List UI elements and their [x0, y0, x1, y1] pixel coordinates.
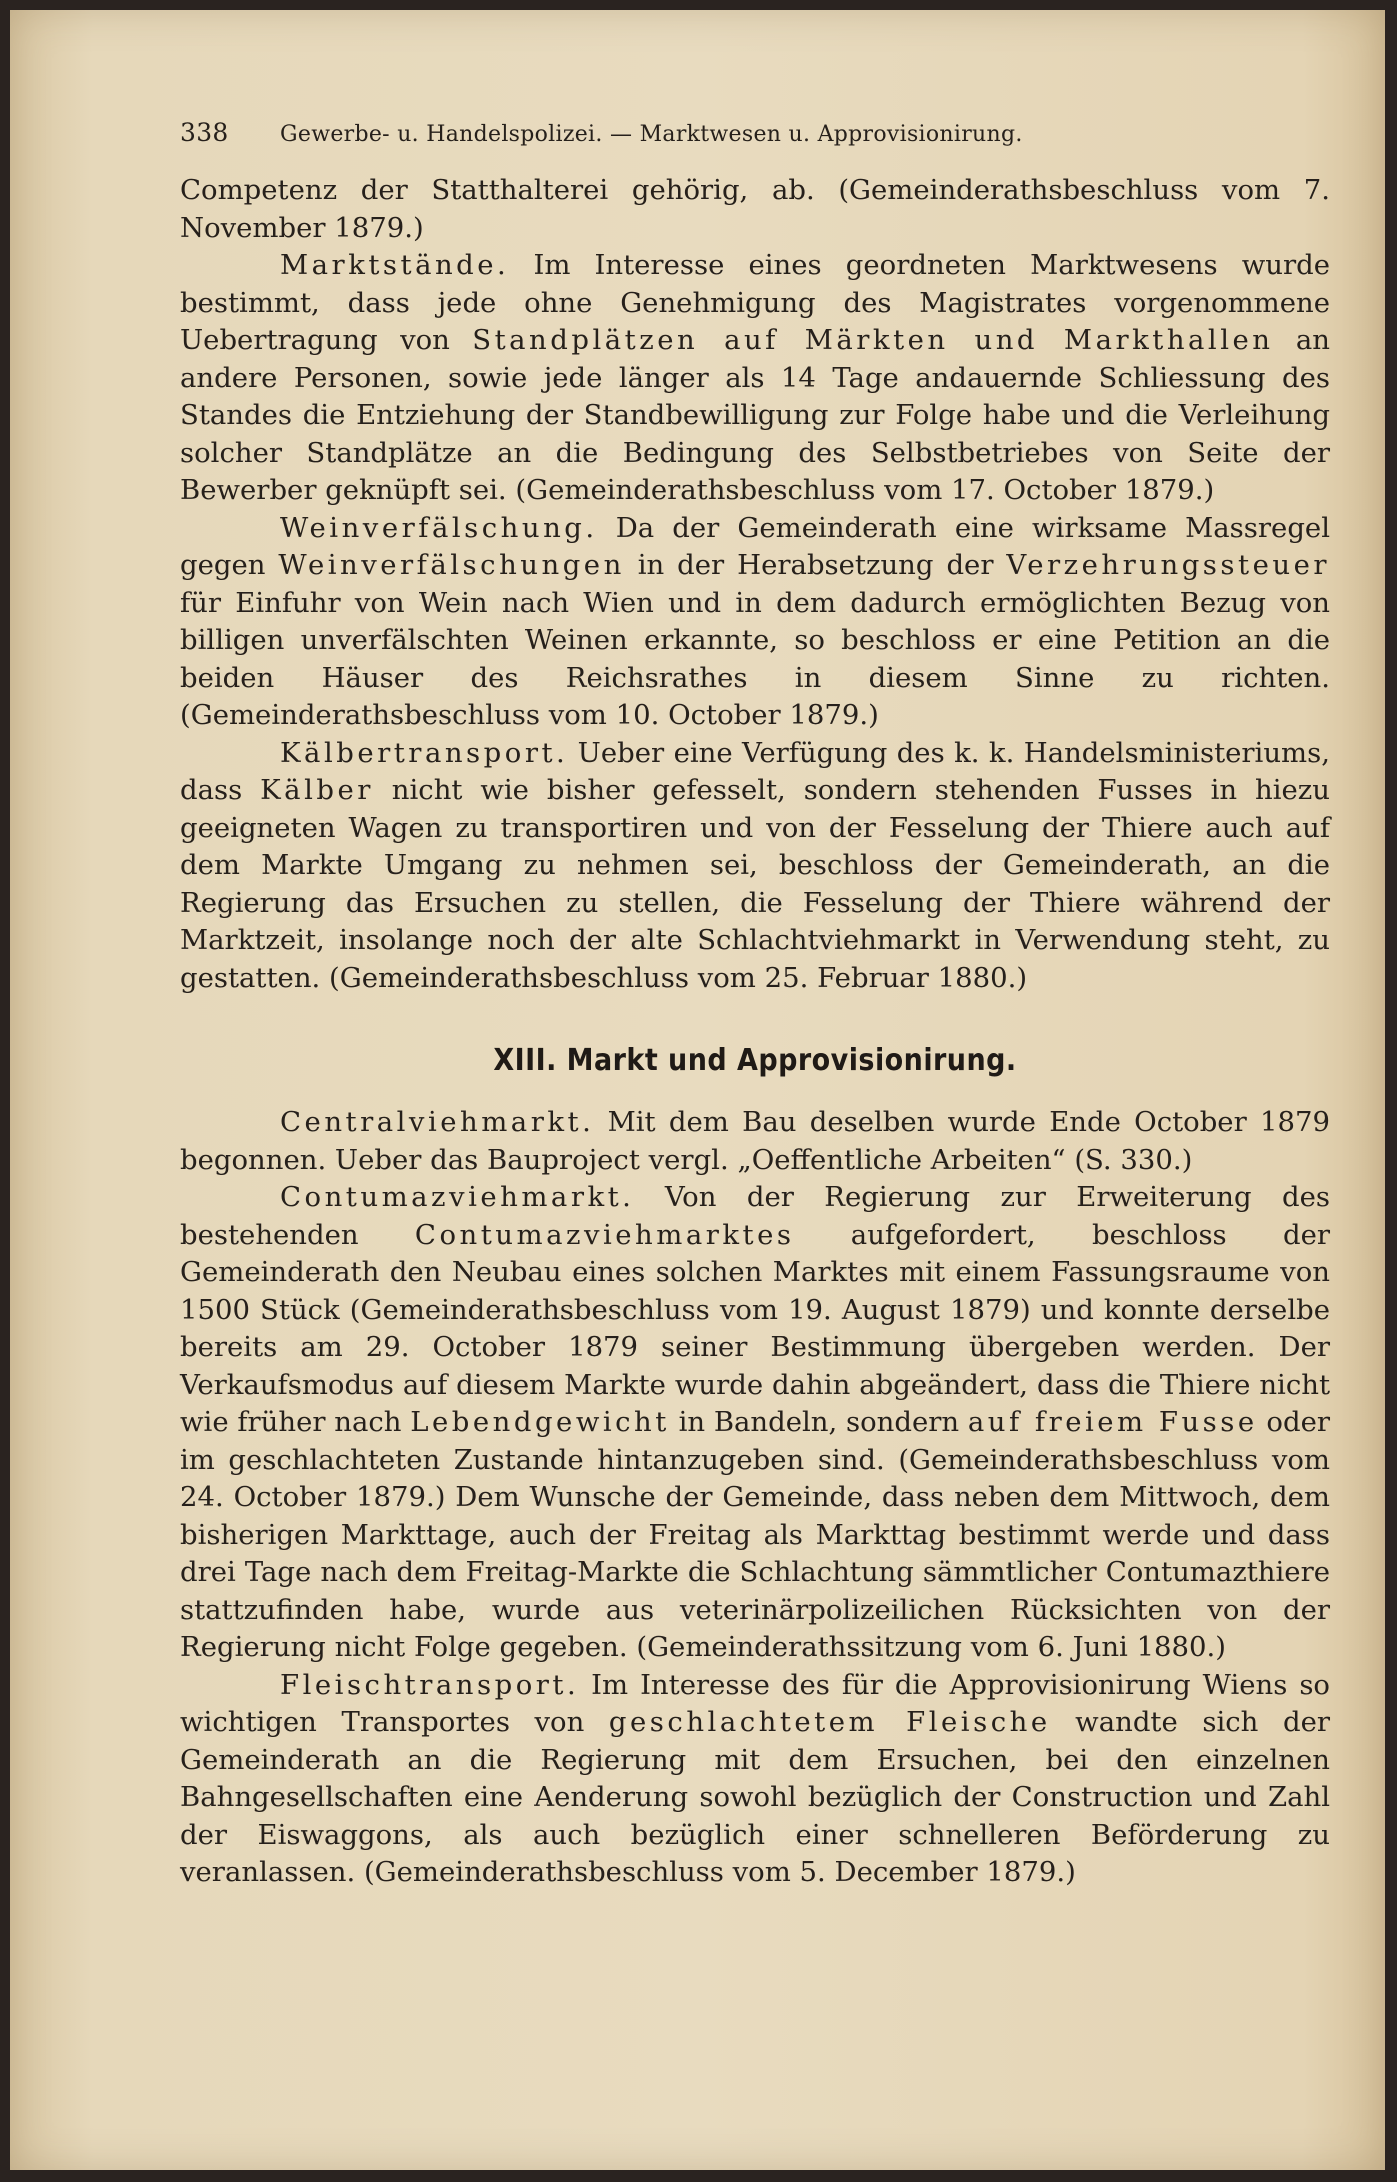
paragraph-marktstaende	[180, 247, 1330, 510]
paragraph-text: wandte sich der Gemeinderath an die Regierung mit dem Ersuchen, bei den einzelnen Bahngesellschaften eine Aenderung sowohl bezüglich der Construction und Zahl der Eiswaggons, als auch bezüglich einer schnelleren Beförderung zu veranlassen. (Gemeinderathsbeschluss vom 5. December 1879.)	[180, 1706, 1330, 1888]
running-header	[180, 118, 1330, 158]
section-title: XIII. Markt und Approvisionirung.	[493, 1043, 1017, 1078]
paragraph-text: an andere Personen, sowie jede länger als 14 Tage andauernde Schliessung des Standes die Entziehung der Standbewilligung zur Folge habe und die Verleihung solcher Standplätze an die Bedingung des Selbstbetriebes von Seite der Bewerber geknüpft sei. (Gemeinderathsbeschluss vom 17. October 1879.)	[180, 324, 1330, 506]
paragraph-text: aufgefordert, beschloss der Gemeinderath den Neubau eines solchen Marktes mit einem Fassungsraume von 1500 Stück (Gemeinderathsbeschluss vom 19. August 1879) und konnte derselbe bereits am 29. October 1879 seiner Bestimmung übergeben werden. Der Verkaufsmodus auf diesem Markte wurde dahin abgeändert, dass die Thiere nicht wie früher nach	[180, 1218, 1330, 1438]
paragraph-centralviehmarkt	[180, 1104, 1330, 1179]
emphasis-text: auf freiem Fusse	[967, 1406, 1258, 1438]
paragraph-text: Im Interesse eines geordneten Marktwesens wurde bestimmt, dass jede ohne Genehmigung des Magistrates vorgenommene Uebertragung von	[180, 249, 1330, 356]
paragraph-text: Mit dem Bau deselben wurde Ende October 1879 begonnen. Ueber das Bauproject vergl. „Oeffentliche Arbeiten“ (S. 330.)	[180, 1106, 1330, 1176]
paragraph-heading: Kälbertransport.	[280, 736, 569, 769]
paragraph-text: in Bandeln, sondern	[669, 1406, 968, 1438]
running-title: Gewerbe- u. Handelspolizei. — Marktwesen u. Approvisionirung.	[280, 122, 1023, 147]
paragraph-heading: Contumazviehmarkt.	[280, 1181, 635, 1213]
paragraph-kaelbertransport	[180, 735, 1330, 998]
page-content	[180, 118, 1330, 1892]
paragraph-text: für Einfuhr von Wein nach Wien und in dem dadurch ermöglichten Bezug von billigen unverfälschten Weinen erkannte, so beschloss er eine Petition an die beiden Häuser des Reichsrathes in diesem Sinne zu richten. (Gemeinderathsbeschluss vom 10. October 1879.)	[180, 586, 1330, 731]
paragraph-text: Da der Gemeinderath eine wirksame Massregel gegen	[180, 511, 1330, 581]
paragraph-text: oder im geschlachteten Zustande hintanzugeben sind. (Gemeinderathsbeschluss vom 24. October 1879.) Dem Wunsche der Gemeinde, dass neben dem Mittwoch, dem bisherigen Markttage, auch der Freitag als Markttag bestimmt werde und dass drei Tage nach dem Freitag-Markte die Schlachtung sämmtlicher Contumazthiere stattzufinden habe, wurde aus veterinärpolizeilichen Rücksichten von der Regierung nicht Folge gegeben. (Gemeinderathssitzung vom 6. Juni 1880.)	[180, 1406, 1330, 1663]
paragraph-text: nicht wie bisher gefesselt, sondern stehenden Fusses in hiezu geeigneten Wagen zu transportiren und von der Fesselung der Thiere auch auf dem Markte Umgang zu nehmen sei, beschloss der Gemeinderath, an die Regierung das Ersuchen zu stellen, die Fesselung der Thiere während der Marktzeit, insolange noch der alte Schlachtviehmarkt in Verwendung steht, zu gestatten. (Gemeinderathsbeschluss vom 25. Februar 1880.)	[180, 774, 1330, 994]
paragraph-text: Von der Regierung zur Erweiterung des bestehenden	[180, 1181, 1330, 1251]
paragraph-text: Ueber eine Verfügung des k. k. Handelsministeriums, dass	[180, 736, 1330, 806]
paragraph-contumazviehmarkt	[180, 1179, 1330, 1667]
paragraph-weinverfaelschung	[180, 510, 1330, 735]
emphasis-text: Lebendgewicht	[410, 1406, 670, 1438]
emphasis-text: Weinverfälschungen	[278, 549, 625, 581]
paragraph-heading: Centralviehmarkt.	[280, 1106, 595, 1138]
paragraph-fleischtransport	[180, 1667, 1330, 1892]
emphasis-text: Contumazviehmarktes	[414, 1218, 795, 1251]
emphasis-text: Kälber	[260, 774, 374, 806]
paragraph-competenz	[180, 172, 1330, 247]
emphasis-text: Standplätzen auf Märkten und Markthallen	[472, 324, 1274, 356]
paragraph-heading: Marktstände.	[280, 249, 510, 281]
paragraph-text: in der Herabsetzung der	[624, 549, 1007, 581]
paragraph-heading: Fleischtransport.	[280, 1668, 580, 1701]
paragraph-text: Competenz der Statthalterei gehörig, ab. (Gemeinderathsbeschluss vom 7. November 1879.)	[180, 174, 1330, 244]
page-number: 338	[180, 118, 229, 147]
book-page	[10, 10, 1385, 2170]
emphasis-text: geschlachtetem Fleische	[608, 1706, 1051, 1738]
paragraph-text: Im Interesse des für die Approvisionirung Wiens so wichtigen Transportes von	[180, 1668, 1330, 1738]
emphasis-text: Verzehrungssteuer	[1006, 549, 1330, 581]
paragraph-heading: Weinverfälschung.	[280, 511, 598, 544]
